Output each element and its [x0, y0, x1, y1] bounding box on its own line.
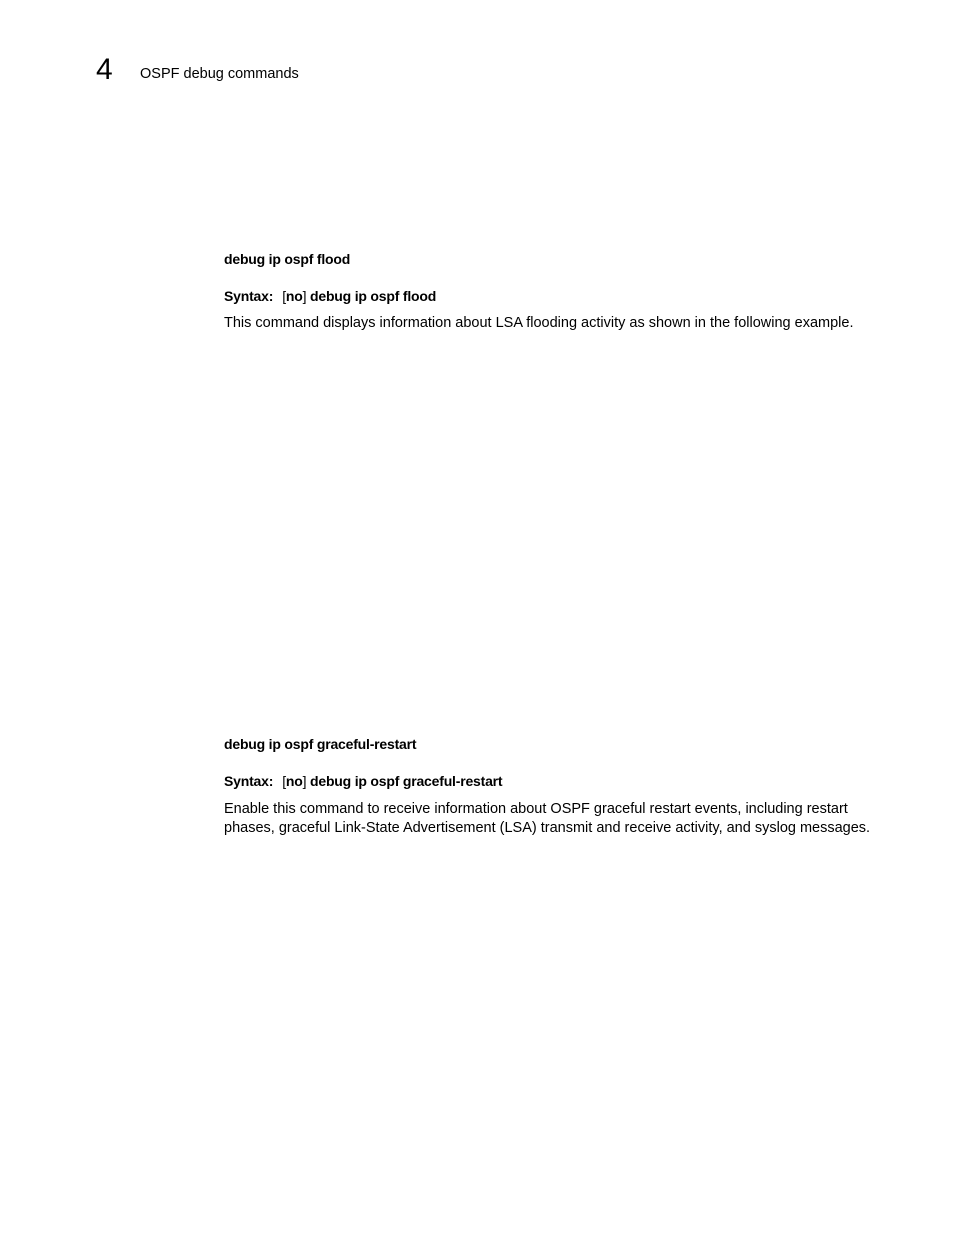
command-description: Enable this command to receive information about OSPF graceful restart events, including restart phases, graceful Link-State Advertisement (LSA) transmit and receive activity, and syslog messages.	[224, 801, 871, 836]
syntax-line	[224, 772, 502, 790]
syntax-optional-keyword: no	[285, 773, 303, 789]
syntax-bracket-close: ]	[302, 773, 307, 789]
syntax-command: debug ip ospf graceful-restart	[310, 773, 503, 789]
running-title: OSPF debug commands	[140, 66, 299, 82]
syntax-bracket-open: [	[282, 773, 286, 789]
command-heading: debug ip ospf flood	[224, 251, 351, 267]
syntax-optional-keyword: no	[285, 288, 303, 304]
syntax-line	[224, 287, 436, 305]
syntax-bracket-open: [	[282, 288, 286, 304]
syntax-bracket-close: ]	[302, 288, 307, 304]
chapter-number: 4	[96, 53, 113, 86]
command-heading: debug ip ospf graceful-restart	[224, 736, 417, 752]
syntax-label: Syntax:	[224, 773, 274, 789]
command-description: This command displays information about LSA flooding activity as shown in the following example.	[224, 315, 854, 331]
syntax-label: Syntax:	[224, 288, 274, 304]
syntax-command: debug ip ospf flood	[310, 288, 437, 304]
